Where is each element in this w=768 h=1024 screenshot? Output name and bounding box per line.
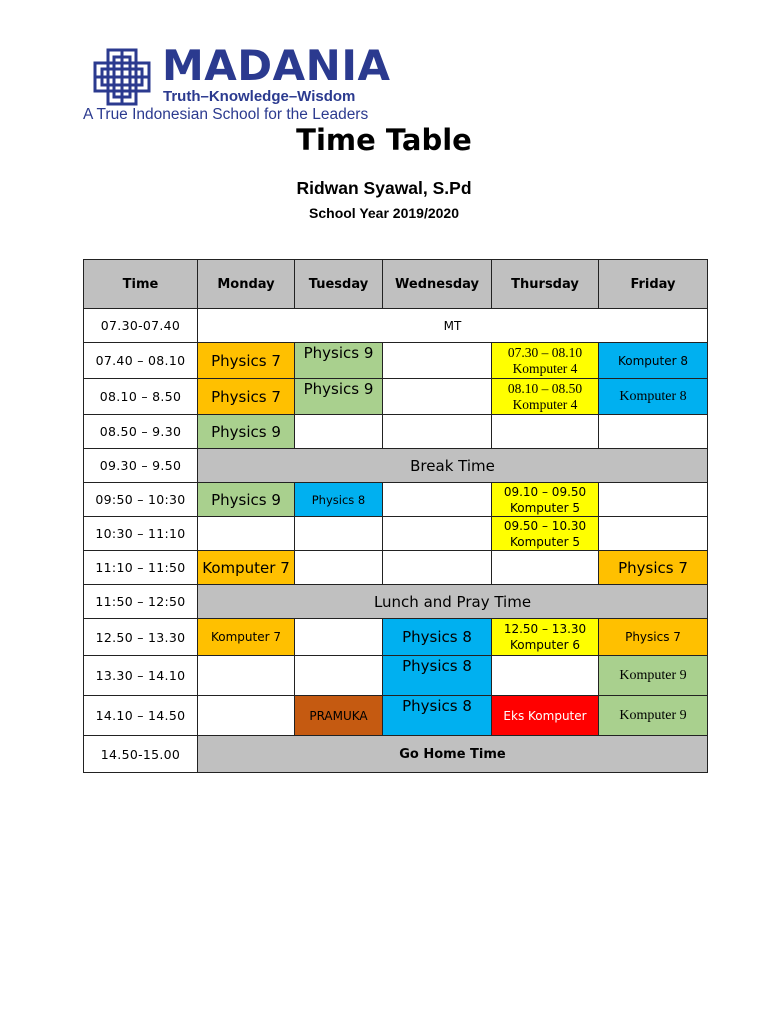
lesson-cell: Physics 8 [295, 483, 383, 517]
lesson-cell [492, 619, 599, 656]
table-row [84, 379, 708, 415]
lesson-class: Komputer 4 [512, 360, 578, 376]
lesson-time: 08.10 – 08.50 [507, 380, 583, 396]
table-row [84, 585, 708, 619]
timetable [83, 259, 708, 773]
lesson-time: 12.50 – 13.30 [503, 622, 587, 636]
table-row [84, 449, 708, 483]
teacher-name: Ridwan Syawal, S.Pd [296, 178, 472, 198]
time-cell: 08.10 – 8.50 [84, 379, 198, 415]
lesson-cell: Physics 9 [295, 343, 383, 379]
lesson-class: Komputer 4 [512, 396, 578, 412]
empty-cell [383, 379, 492, 415]
lesson-cell [492, 483, 599, 517]
lesson-cell: Komputer 9 [599, 696, 708, 736]
time-cell: 07.40 – 08.10 [84, 343, 198, 379]
time-cell: 11:10 – 11:50 [84, 551, 198, 585]
column-header-thursday: Thursday [492, 260, 599, 309]
lesson-cell: Physics 9 [198, 415, 295, 449]
lesson-cell [492, 343, 599, 379]
empty-cell [295, 415, 383, 449]
lesson-time: 07.30 – 08.10 [507, 344, 583, 360]
empty-cell [599, 483, 708, 517]
lesson-time: 09.10 – 09.50 [503, 484, 587, 499]
empty-cell [599, 517, 708, 551]
lesson-cell [492, 379, 599, 415]
empty-cell [383, 517, 492, 551]
lesson-cell: Physics 8 [383, 656, 492, 696]
time-cell: 11:50 – 12:50 [84, 585, 198, 619]
lesson-cell: Komputer 8 [599, 343, 708, 379]
empty-cell [599, 415, 708, 449]
time-cell: 08.50 – 9.30 [84, 415, 198, 449]
lesson-cell: Eks Komputer [492, 696, 599, 736]
table-row [84, 343, 708, 379]
table-row [84, 619, 708, 656]
empty-cell [295, 551, 383, 585]
time-cell: 14.50-15.00 [84, 736, 198, 773]
lesson-class: Komputer 5 [510, 534, 580, 549]
table-row [84, 517, 708, 551]
madania-emblem-icon [90, 46, 154, 108]
column-header-tuesday: Tuesday [295, 260, 383, 309]
page-title: Time Table [296, 123, 472, 157]
table-row [84, 415, 708, 449]
lesson-cell: Komputer 7 [198, 551, 295, 585]
empty-cell [383, 551, 492, 585]
logo-tagline: A True Indonesian School for the Leaders [83, 106, 369, 123]
column-header-friday: Friday [599, 260, 708, 309]
lesson-cell: PRAMUKA [295, 696, 383, 736]
empty-cell [198, 517, 295, 551]
time-cell: 14.10 – 14.50 [84, 696, 198, 736]
lesson-cell: Komputer 7 [198, 619, 295, 656]
lesson-class: Komputer 5 [510, 500, 580, 515]
column-header-wednesday: Wednesday [383, 260, 492, 309]
table-row [84, 656, 708, 696]
lesson-cell: Physics 7 [198, 343, 295, 379]
empty-cell [383, 483, 492, 517]
empty-cell [295, 619, 383, 656]
column-header-monday: Monday [198, 260, 295, 309]
column-header-time: Time [84, 260, 198, 309]
table-row [84, 309, 708, 343]
lesson-cell: Physics 9 [198, 483, 295, 517]
break-time-cell: Break Time [198, 449, 708, 483]
empty-cell [295, 656, 383, 696]
time-cell: 07.30-07.40 [84, 309, 198, 343]
empty-cell [295, 517, 383, 551]
table-row [84, 736, 708, 773]
time-cell: 12.50 – 13.30 [84, 619, 198, 656]
lunch-time-cell: Lunch and Pray Time [198, 585, 708, 619]
table-row [84, 696, 708, 736]
lesson-cell: Komputer 8 [599, 379, 708, 415]
empty-cell [383, 415, 492, 449]
table-row [84, 551, 708, 585]
empty-cell [492, 656, 599, 696]
time-cell: 09:50 – 10:30 [84, 483, 198, 517]
mt-cell: MT [198, 309, 708, 343]
empty-cell [492, 415, 599, 449]
school-year: School Year 2019/2020 [309, 205, 459, 221]
logo-motto: Truth–Knowledge–Wisdom [163, 88, 356, 105]
lesson-cell: Physics 7 [198, 379, 295, 415]
empty-cell [492, 551, 599, 585]
go-home-cell: Go Home Time [198, 736, 708, 773]
school-logo [83, 41, 391, 126]
lesson-cell: Physics 9 [295, 379, 383, 415]
lesson-class: Komputer 6 [510, 638, 580, 652]
time-cell: 09.30 – 9.50 [84, 449, 198, 483]
lesson-cell: Komputer 9 [599, 656, 708, 696]
time-cell: 10:30 – 11:10 [84, 517, 198, 551]
lesson-cell: Physics 7 [599, 619, 708, 656]
lesson-cell [492, 517, 599, 551]
lesson-cell: Physics 8 [383, 619, 492, 656]
lesson-time: 09.50 – 10.30 [503, 518, 587, 533]
lesson-cell: Physics 7 [599, 551, 708, 585]
empty-cell [198, 696, 295, 736]
empty-cell [383, 343, 492, 379]
empty-cell [198, 656, 295, 696]
table-row [84, 483, 708, 517]
lesson-cell: Physics 8 [383, 696, 492, 736]
logo-name: MADANIA [162, 41, 391, 90]
time-cell: 13.30 – 14.10 [84, 656, 198, 696]
table-header-row [84, 260, 708, 309]
